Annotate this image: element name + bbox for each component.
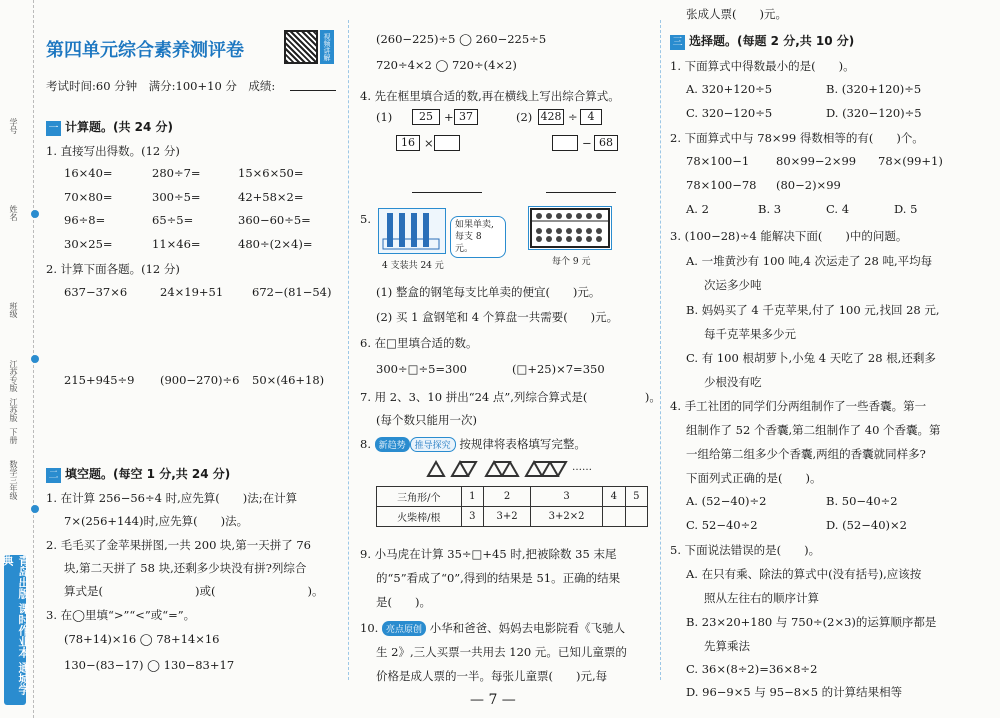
option-c[interactable]: C. 52−40÷2 [686,518,758,532]
q4-answer-line[interactable] [412,192,482,193]
q4-answer-box[interactable] [434,135,460,151]
section-title: 计算题。(共 24 分) [65,120,174,134]
q4-box: 37 [454,109,478,125]
option-c[interactable]: C. 36×(8÷2)=36×8÷2 [686,662,818,676]
calc-item: 24×19+51 [160,285,224,299]
calc-item: 70×80= [64,190,113,204]
option-a[interactable]: A. (52−40)÷2 [686,494,767,508]
matchstick-triangles-icon [426,460,576,478]
column-divider [660,20,661,680]
pens-icon [379,209,445,253]
column-divider [348,20,349,680]
exam-info: 考试时间:60 分钟 满分:100+10 分 成绩: [46,79,276,93]
question-2-6: 6. 在□里填合适的数。 [360,336,478,350]
compare-item: 720÷4×2 ◯ 720÷(4×2) [376,58,517,72]
question-text: 小华和爸爸、妈妈去电影院看《飞驰人 [429,621,626,635]
compare-item: 130−(83−17) ◯ 130−83+17 [64,658,235,672]
sidebar-label-class: 班级 [9,302,18,318]
calc-item: 96÷8= [64,213,106,227]
option-b[interactable]: B. 23×20+180 与 750÷(2×3)的运算顺序都是 [686,615,937,629]
calc-item: 360−60÷5= [238,213,311,227]
binding-dot [31,505,39,513]
question-2-10-cont: 价格是成人票的一半。每张儿童票( )元,每 [376,669,608,683]
calc-item: 11×46= [152,237,201,251]
fill-item: (□+25)×7=350 [512,362,605,376]
calc-item: 280÷7= [152,166,201,180]
q4-answer-line[interactable] [546,192,616,193]
expression-item: 78×100−1 [686,154,750,168]
question-2-10 [360,620,625,636]
question-2-1-cont: 7×(256+144)时,应先算( )法。 [64,514,249,528]
option-a[interactable]: A. 一堆黄沙有 100 吨,4 次运走了 28 吨,平均每 [686,254,933,268]
table-cell: 3 [461,507,483,527]
expression-item: 78×(99+1) [878,154,943,168]
binding-dot [31,210,39,218]
compare-item: (78+14)×16 ◯ 78+14×16 [64,632,220,646]
question-2-7: 7. 用 2、3、10 拼出“24 点”,列综合算式是( )。 [360,390,661,404]
abacus-image [528,206,612,250]
question-2-9: 9. 小马虎在计算 35÷□+45 时,把被除数 35 末尾 [360,547,617,561]
question-2-10-end: 张成人票( )元。 [686,7,787,21]
abacus-caption: 每个 9 元 [552,257,591,267]
pen-box-image [378,208,446,254]
section-2-heading [46,465,230,483]
option-d[interactable]: D. 5 [894,202,918,216]
question-2-7-note: (每个数只能用一次) [376,413,477,427]
table-cell: 1 [461,487,483,507]
question-2-8 [360,436,586,452]
q4-operator: + [444,110,454,124]
price-note: 如果单卖,每支 8 元。 [450,216,506,258]
question-1-2: 2. 计算下面各题。(12 分) [46,262,180,276]
qr-code-icon[interactable] [284,30,318,64]
expression-item: (80−2)×99 [776,178,841,192]
section-title: 选择题。(每题 2 分,共 10 分) [689,34,855,48]
score-blank[interactable] [290,90,336,91]
option-b-cont: 先算乘法 [704,639,750,653]
sidebar-label-grade: 数学三年级 [9,460,18,500]
question-3-4-cont: 组制作了 52 个香囊,第二组制作了 40 个香囊。第 [686,423,941,437]
question-2-5-2: (2) 买 1 盒钢笔和 4 个算盘一共需要( )元。 [376,310,619,324]
table-answer-cell[interactable] [603,507,625,527]
brand-logo: 青岛出版 课时作业本 通城学典 [4,555,26,705]
question-number: 8. [360,437,371,451]
question-2-3: 3. 在◯里填“>”“<”或“=”。 [46,608,196,622]
table-cell: 4 [603,487,625,507]
calc-item: 672−(81−54) [252,285,332,299]
question-3-5: 5. 下面说法错误的是( )。 [670,543,821,557]
pen-caption: 4 支装共 24 元 [382,261,444,271]
option-d[interactable]: D. (52−40)×2 [826,518,907,532]
binding-strip [0,0,34,718]
question-1-1: 1. 直接写出得数。(12 分) [46,144,180,158]
option-a[interactable]: A. 320+120÷5 [686,82,773,96]
option-b[interactable]: B. (320+120)÷5 [826,82,922,96]
expression-item: 80×99−2×99 [776,154,857,168]
q4-part-2-label: (2) [516,110,533,124]
section-badge: 一 [46,121,61,136]
q4-operator: − [582,136,592,150]
option-c[interactable]: C. 320−120÷5 [686,106,773,120]
option-d[interactable]: D. 96−9×5 与 95−8×5 的计算结果相等 [686,685,903,699]
calc-item: 15×6×50= [238,166,304,180]
page-number: — 7 — [470,692,516,708]
table-cell: 3+2×2 [531,507,603,527]
q4-part-1-label: (1) [376,110,393,124]
sidebar-label-name: 姓名 [9,205,18,221]
calc-item: 637−37×6 [64,285,128,299]
section-badge: 三 [670,35,685,50]
sidebar-label-edition: 江苏专版 [9,360,18,392]
question-2-5-number: 5. [360,212,371,226]
q4-box: 25 [412,109,440,125]
option-b[interactable]: B. 妈妈买了 4 千克苹果,付了 100 元,找回 28 元, [686,303,940,317]
table-cell: 3+2 [483,507,530,527]
question-2-9-cont: 的“5”看成了“0”,得到的结果是 51。正确的结果 [376,571,621,585]
sidebar-label-student-id: 学号 [9,118,18,134]
qr-video-label: 视频讲解 [320,30,334,64]
option-a[interactable]: A. 2 [686,202,709,216]
option-d[interactable]: D. (320−120)÷5 [826,106,922,120]
tag-new-trend: 新趋势 [375,437,410,452]
question-2-10-cont: 生 2》,三人买票一共用去 120 元。已知儿童票的 [376,645,627,659]
option-c[interactable]: C. 4 [826,202,850,216]
option-c-cont: 少根没有吃 [704,375,762,389]
question-3-4-cont: 一组给第二组多少个香囊,两组的香囊就同样多? [686,447,926,461]
question-2-1: 1. 在计算 256−56÷4 时,应先算( )法;在计算 [46,491,298,505]
option-a-cont: 照从左往右的顺序计算 [704,591,819,605]
option-c[interactable]: C. 有 100 根胡萝卜,小兔 4 天吃了 28 根,还剩多 [686,351,936,365]
question-2-2-cont: 算式是( )或( )。 [64,584,324,598]
q4-box: 428 [538,109,564,125]
calc-item: 50×(46+18) [252,373,325,387]
question-2-2: 2. 毛毛买了金苹果拼图,一共 200 块,第一天拼了 76 [46,538,311,552]
ellipsis: …… [572,462,592,473]
question-text: 按规律将表格填写完整。 [459,437,586,451]
calc-item: 30×25= [64,237,113,251]
table-cell: 火柴棒/根 [377,507,462,527]
column-left [42,0,340,690]
question-3-4-cont: 下面列式正确的是( )。 [686,471,822,485]
option-b[interactable]: B. 50−40÷2 [826,494,898,508]
section-badge: 二 [46,468,61,483]
question-3-1: 1. 下面算式中得数最小的是( )。 [670,59,855,73]
q4-answer-box[interactable] [552,135,578,151]
table-cell: 3 [531,487,603,507]
tag-original: 亮点原创 [382,621,426,636]
option-a-cont: 次运多少吨 [704,278,762,292]
option-b-cont: 每千克苹果多少元 [704,327,796,341]
tag-derive: 推导探究 [410,437,456,452]
section-1-heading [46,118,173,136]
q4-operator: ÷ [568,110,578,124]
abacus-icon [529,207,611,249]
page-title: 第四单元综合素养测评卷 [46,40,244,61]
binding-dot [31,355,39,363]
section-3-heading [670,32,854,50]
calc-item: 16×40= [64,166,113,180]
table-cell: 5 [625,487,648,507]
column-middle [356,0,661,690]
question-2-9-cont: 是( )。 [376,595,431,609]
question-number: 10. [360,621,379,635]
sidebar-label-version: 江苏版 [9,398,18,422]
column-right [666,0,991,699]
question-3-4: 4. 手工社团的同学们分两组制作了一些香囊。第一 [670,399,927,413]
table-answer-cell[interactable] [625,507,648,527]
calc-item: (900−270)÷6 [160,373,240,387]
fill-item: 300÷□÷5=300 [376,362,467,376]
option-a[interactable]: A. 在只有乘、除法的算式中(没有括号),应该按 [686,567,922,581]
q4-box: 16 [396,135,420,151]
calc-item: 42+58×2= [238,190,304,204]
pattern-table [376,486,648,527]
expression-item: 78×100−78 [686,178,757,192]
calc-item: 65÷5= [152,213,194,227]
question-3-2: 2. 下面算式中与 78×99 得数相等的有( )个。 [670,131,924,145]
question-2-4: 4. 先在框里填合适的数,再在横线上写出综合算式。 [360,89,620,103]
calc-item: 215+945÷9 [64,373,135,387]
table-row [377,507,648,527]
q4-box: 4 [580,109,602,125]
calc-item: 480÷(2×4)= [238,237,313,251]
question-3-3: 3. (100−28)÷4 能解决下面( )中的问题。 [670,229,908,243]
table-row [377,487,648,507]
table-cell: 三角形/个 [377,487,462,507]
table-cell: 2 [483,487,530,507]
sidebar-label-volume: 下册 [9,428,18,444]
q4-operator: × [424,136,434,150]
option-b[interactable]: B. 3 [758,202,782,216]
calc-item: 300÷5= [152,190,201,204]
compare-item: (260−225)÷5 ◯ 260−225÷5 [376,32,547,46]
q4-box: 68 [594,135,618,151]
question-2-2-cont: 块,第二天拼了 58 块,还剩多少块没有拼?列综合 [64,561,307,575]
question-2-5-1: (1) 整盒的钢笔每支比单卖的便宜( )元。 [376,285,601,299]
section-title: 填空题。(每空 1 分,共 24 分) [65,467,231,481]
